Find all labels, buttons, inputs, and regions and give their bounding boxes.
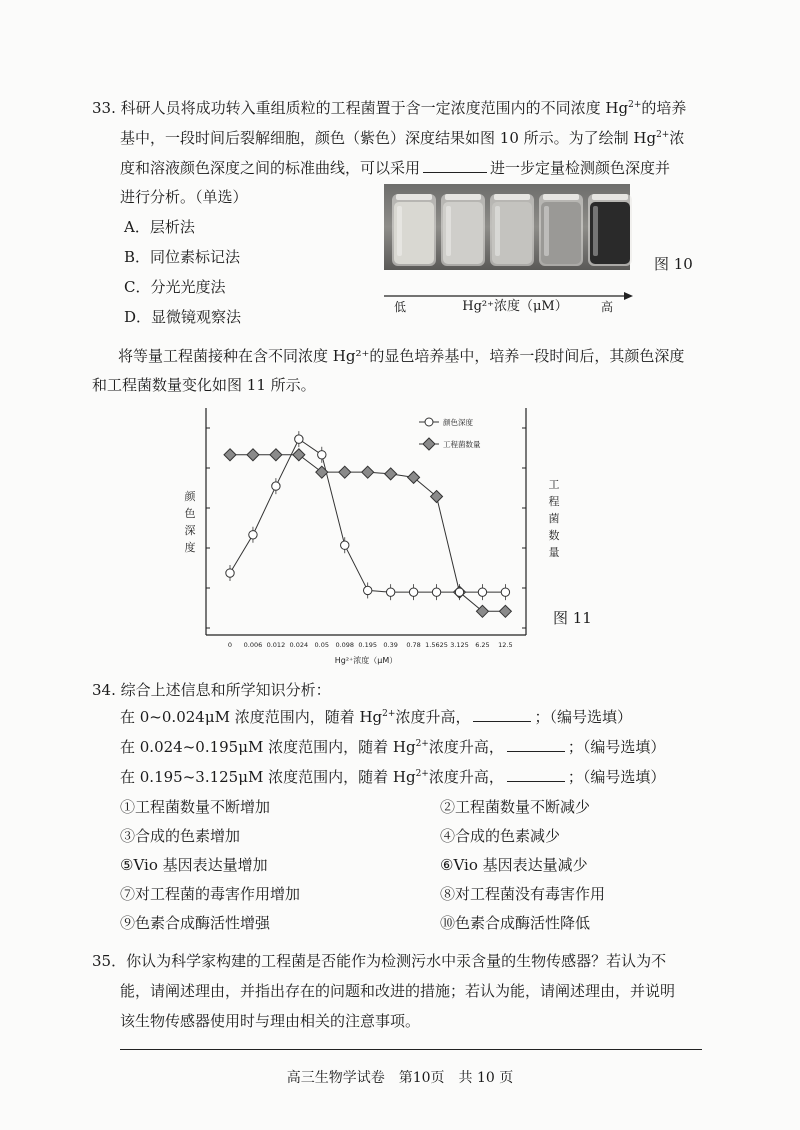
q33-option-d[interactable]: D．显微镜观察法 — [124, 308, 242, 326]
q33-line2-text: 基中，一段时间后裂解细胞，颜色（紫色）深度结果如图 10 所示。为了绘制 Hg — [120, 129, 657, 147]
q34-row-1-sup: 2+ — [382, 709, 396, 719]
color-depth-point — [249, 531, 257, 539]
q34-row-3-hint: ；（编号选填） — [567, 768, 666, 786]
x-tick-label: 0.024 — [289, 641, 309, 649]
intro-line1: 将等量工程菌接种在含不同浓度 Hg²⁺的显色培养基中，培养一段时间后，其颜色深度 — [118, 347, 685, 365]
q34-row-1-end: 浓度升高， — [395, 708, 471, 726]
q34-row-3-start: 在 0.195~3.125μM 浓度范围内，随着 Hg — [120, 768, 416, 786]
q34-choice-3: ③合成的色素增加 — [120, 827, 241, 845]
cell-count-point — [224, 449, 236, 461]
legend-label-color-depth: 颜色深度 — [443, 418, 473, 427]
cell-count-point — [431, 491, 443, 503]
q33-line2-sup: 2+ — [656, 130, 670, 140]
cell-count-point — [476, 605, 488, 617]
cell-count-point — [408, 471, 420, 483]
figure-11-svg — [176, 400, 560, 672]
color-depth-point — [226, 569, 234, 577]
q34-row-3-end: 浓度升高， — [428, 768, 504, 786]
q34-choice-6: ⑥Vio 基因表达量减少 — [440, 856, 588, 874]
cell-count-point — [316, 466, 328, 478]
q33-number: 33. — [92, 99, 116, 117]
color-depth-point — [409, 588, 417, 596]
color-depth-point — [501, 588, 509, 596]
x-tick-label: 0.05 — [314, 641, 330, 649]
q33-line3 — [120, 158, 670, 178]
x-tick-label: 6.25 — [475, 641, 490, 649]
x-tick-label: 0.012 — [266, 641, 286, 649]
y-axis-label-left: 颜色深度 — [184, 490, 196, 554]
x-tick-label: 0 — [227, 641, 233, 649]
cell-count-point — [339, 466, 351, 478]
cell-count-point — [362, 466, 374, 478]
q35-line1-text: 你认为科学家构建的工程菌是否能作为检测污水中汞含量的生物传感器？若认为不 — [126, 952, 667, 970]
color-depth-point — [455, 588, 463, 596]
q33-line1-sup: 2+ — [628, 100, 642, 110]
q35-line2: 能，请阐述理由，并指出存在的问题和改进的措施；若认为能，请阐述理由，并说明 — [120, 982, 676, 1000]
q34-choice-2: ②工程菌数量不断减少 — [440, 798, 591, 816]
q34-row-1-start: 在 0~0.024μM 浓度范围内，随着 Hg — [120, 708, 383, 726]
cell-count-point — [293, 449, 305, 461]
q35-line1 — [92, 951, 666, 971]
figure-10-high-label: 高 — [601, 300, 614, 314]
q33-line3-start: 度和溶液颜色深度之间的标准曲线，可以采用 — [120, 159, 421, 177]
q34-row-2 — [120, 737, 665, 757]
color-depth-point — [432, 588, 440, 596]
vial-4 — [539, 194, 583, 266]
q34-row-2-start: 在 0.024~0.195μM 浓度范围内，随着 Hg — [120, 738, 416, 756]
q33-answer-blank[interactable] — [423, 158, 487, 173]
q33-line1 — [92, 98, 686, 118]
vial-3 — [490, 194, 534, 266]
y-axis-label-right: 工程菌数量 — [548, 478, 560, 559]
x-tick-label: 0.39 — [383, 641, 398, 649]
q34-choice-9: ⑨色素合成酶活性增强 — [120, 914, 271, 932]
x-tick-label: 12.5 — [498, 641, 513, 649]
color-depth-point — [341, 541, 349, 549]
cell-count-point — [270, 449, 282, 461]
x-tick-label: 0.78 — [406, 641, 421, 649]
q34-choice-7: ⑦对工程菌的毒害作用增加 — [120, 885, 301, 903]
figure-10-arrow — [384, 286, 634, 296]
vial-2 — [441, 194, 485, 266]
figure-10-photo — [384, 184, 630, 270]
q34-intro-line — [92, 680, 331, 700]
q33-line2 — [120, 128, 684, 148]
figure-11-chart — [176, 400, 560, 672]
q34-number: 34. — [92, 681, 116, 699]
q34-row-3-blank[interactable] — [507, 767, 565, 782]
q33-line3-end: 进一步定量检测颜色深度并 — [490, 159, 671, 177]
x-axis-label: Hg²⁺浓度（μM） — [334, 656, 398, 665]
x-tick-label: 0.195 — [358, 641, 378, 649]
figure-10-vials — [384, 184, 630, 270]
q34-row-2-end: 浓度升高， — [428, 738, 504, 756]
q33-line2-end: 浓 — [669, 129, 685, 147]
series-line-color-depth — [230, 439, 505, 592]
q34-row-1 — [120, 707, 632, 727]
color-depth-point — [364, 586, 372, 594]
q33-option-b[interactable]: B．同位素标记法 — [124, 248, 241, 266]
legend-marker-cell-count — [423, 438, 435, 450]
figure-10-label: 图 10 — [654, 255, 693, 273]
x-tick-label: 0.098 — [335, 641, 355, 649]
color-depth-point — [295, 435, 303, 443]
q34-row-2-blank[interactable] — [507, 737, 565, 752]
q35-line3: 该生物传感器使用时与理由相关的注意事项。 — [120, 1012, 421, 1030]
q33-line4: 进行分析。（单选） — [120, 188, 248, 206]
q33-line1-text: 科研人员将成功转入重组质粒的工程菌置于含一定浓度范围内的不同浓度 Hg — [120, 99, 629, 117]
q34-choice-4: ④合成的色素减少 — [440, 827, 561, 845]
q34-choice-8: ⑧对工程菌没有毒害作用 — [440, 885, 606, 903]
q34-row-1-hint: ；（编号选填） — [534, 708, 632, 726]
color-depth-point — [386, 588, 394, 596]
q34-row-2-hint: ；（编号选填） — [567, 738, 666, 756]
q34-choice-10: ⑩色素合成酶活性降低 — [440, 914, 591, 932]
vial-5 — [588, 194, 632, 266]
q33-option-a[interactable]: A．层析法 — [124, 218, 195, 236]
x-tick-label: 1.5625 — [425, 641, 448, 649]
vial-1 — [392, 194, 436, 266]
figure-10-low-label: 低 — [394, 300, 407, 314]
x-tick-label: 0.006 — [243, 641, 263, 649]
color-depth-point — [478, 588, 486, 596]
q34-row-3 — [120, 767, 665, 787]
q34-choice-5: ⑤Vio 基因表达量增加 — [120, 856, 268, 874]
intro-line2: 和工程菌数量变化如图 11 所示。 — [92, 376, 316, 394]
q34-intro: 综合上述信息和所学知识分析： — [120, 681, 331, 699]
x-tick-label: 3.125 — [450, 641, 469, 649]
cell-count-point — [499, 605, 511, 617]
q33-option-c[interactable]: C．分光光度法 — [124, 278, 226, 296]
page-footer: 高三生物学试卷 第10页 共 10 页 — [286, 1070, 514, 1086]
q34-choice-1: ①工程菌数量不断增加 — [120, 798, 271, 816]
q35-number: 35． — [92, 952, 127, 970]
cell-count-point — [247, 449, 259, 461]
q34-row-3-sup: 2+ — [415, 769, 429, 779]
figure-10-axis-label: Hg²⁺浓度（μM） — [462, 299, 568, 314]
color-depth-point — [318, 451, 326, 459]
legend-marker-color-depth — [425, 418, 433, 426]
color-depth-point — [272, 482, 280, 490]
footer-rule — [120, 1049, 702, 1050]
cell-count-point — [385, 468, 397, 480]
figure-11-label: 图 11 — [553, 609, 592, 627]
q34-row-2-sup: 2+ — [415, 739, 429, 749]
q34-row-1-blank[interactable] — [473, 707, 531, 722]
legend-label-cell-count: 工程菌数量 — [443, 440, 481, 449]
q33-line1-end: 的培养 — [641, 99, 687, 117]
